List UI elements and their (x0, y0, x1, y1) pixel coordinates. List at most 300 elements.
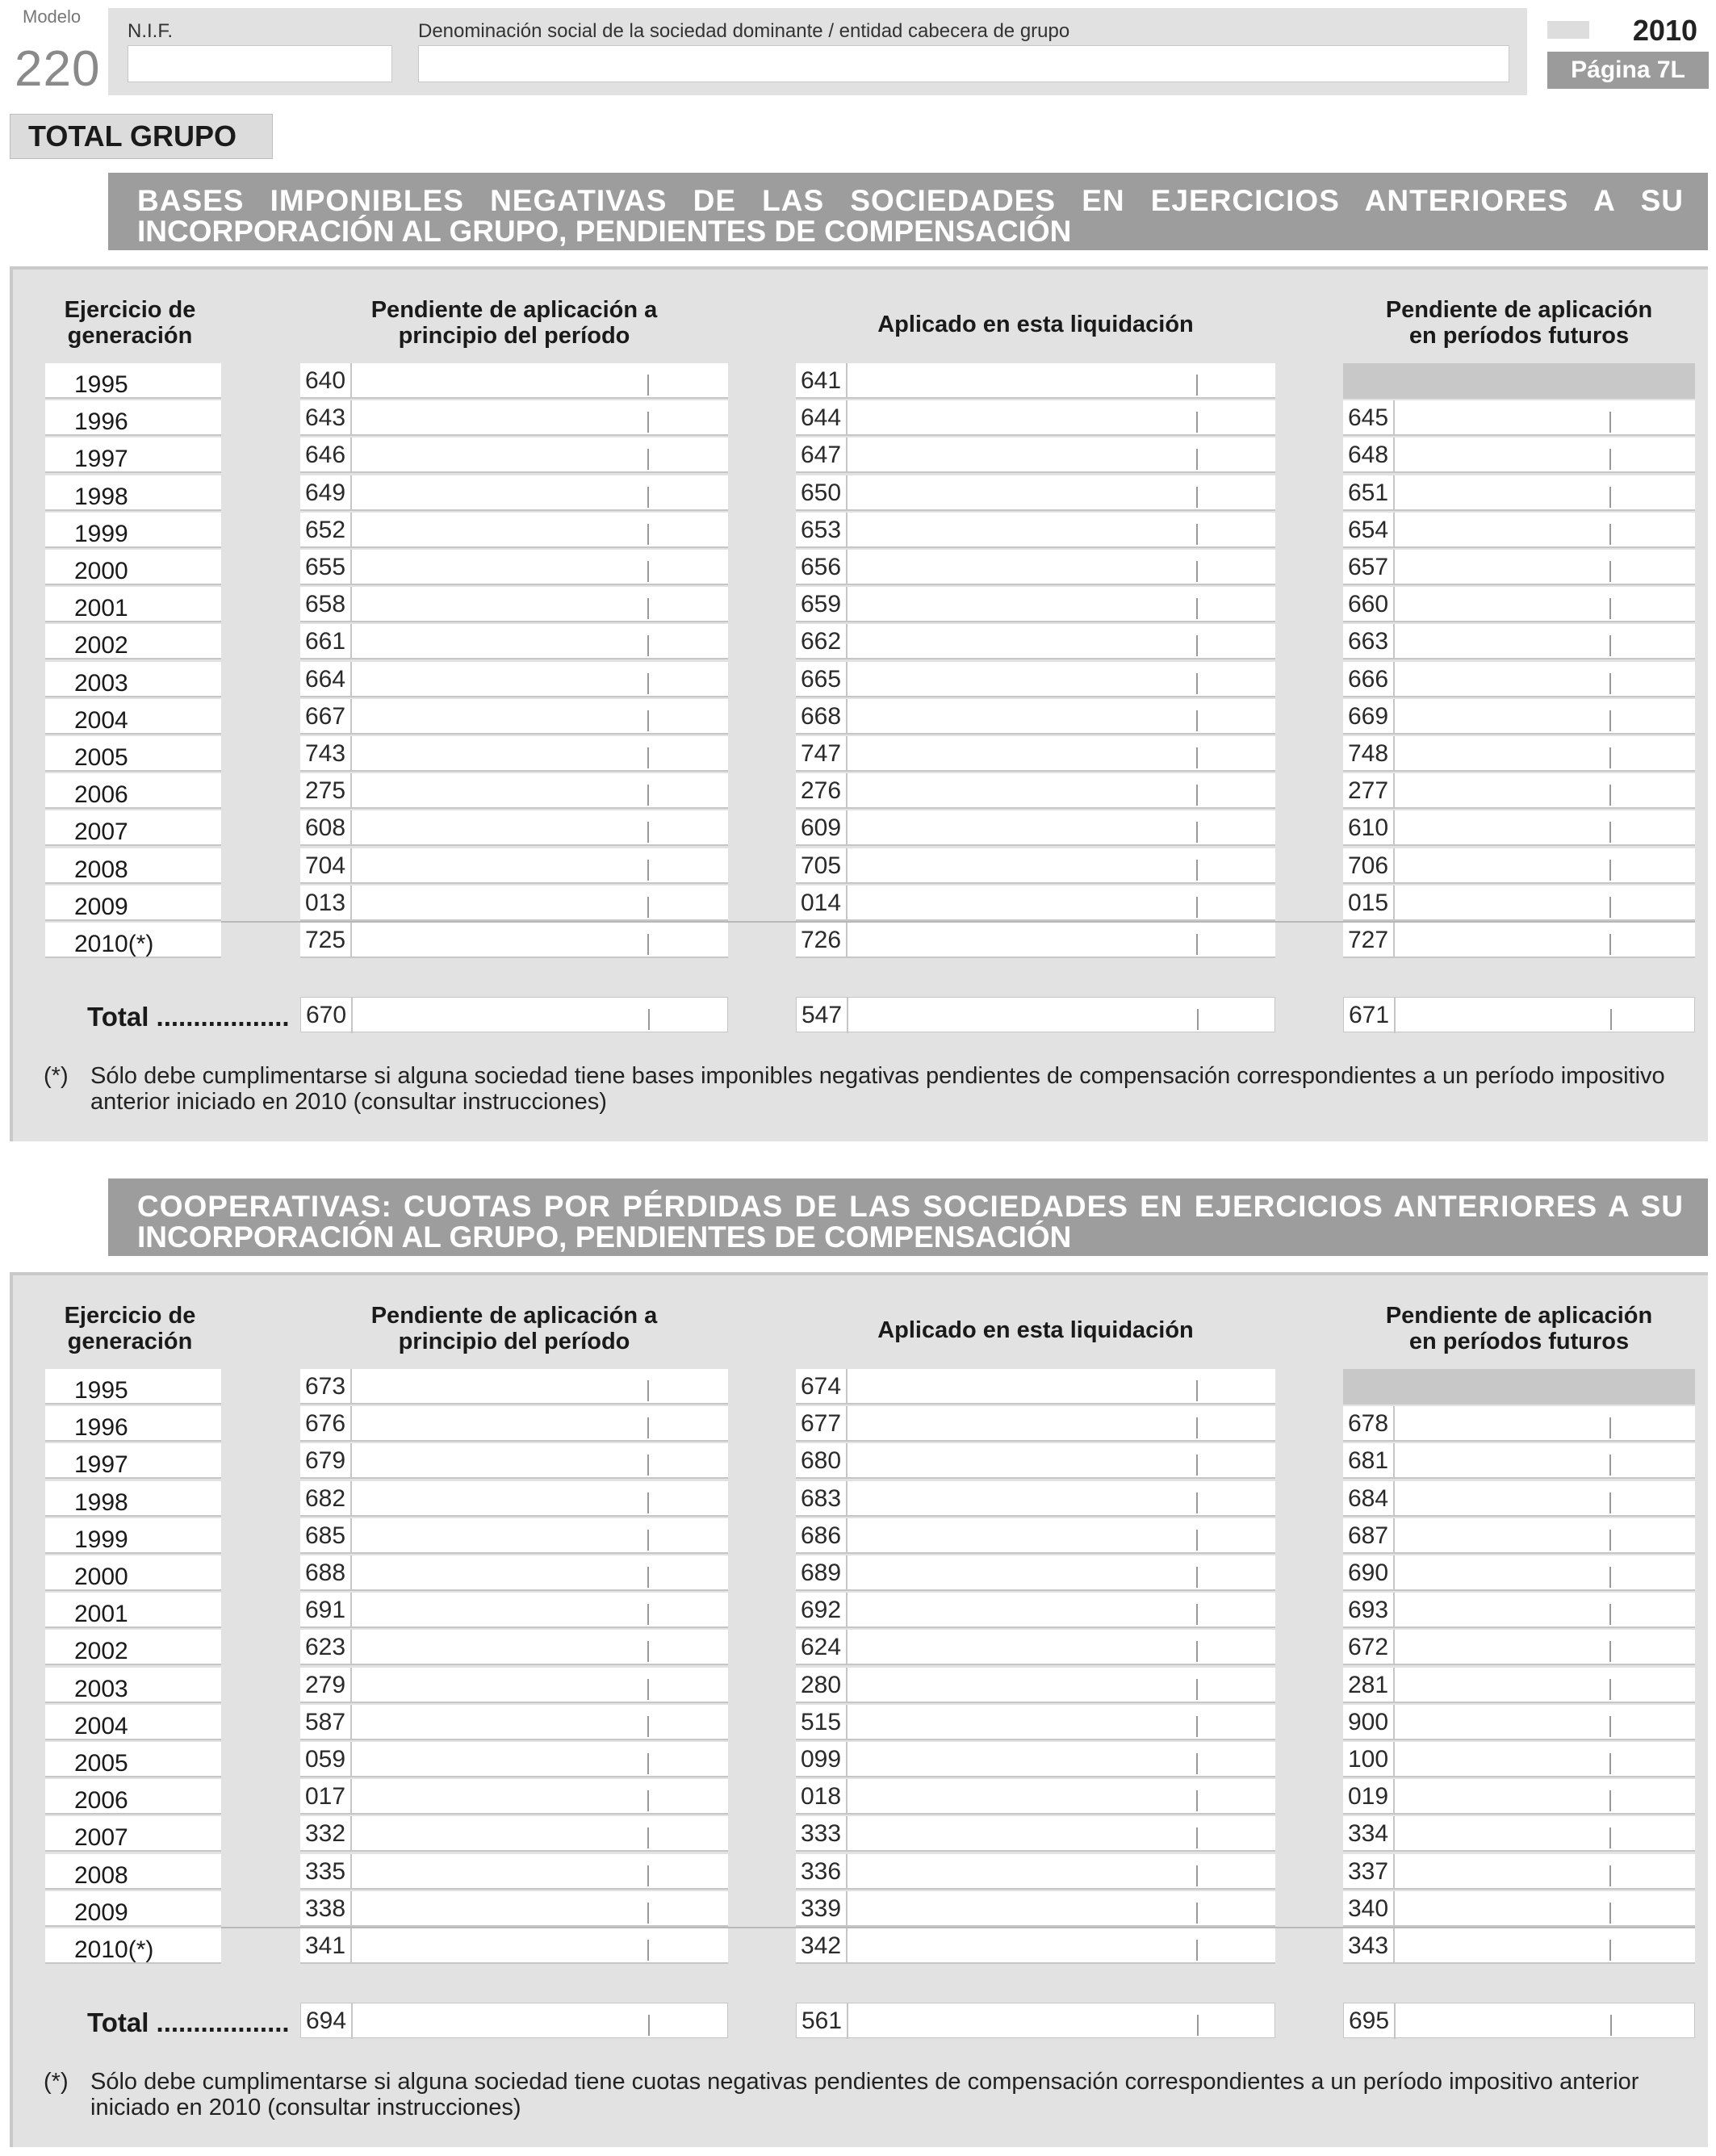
decimal-separator (1196, 1380, 1198, 1401)
box-code: 624 (796, 1630, 848, 1665)
amount-input[interactable] (1343, 1705, 1695, 1740)
amount-input[interactable] (300, 1891, 728, 1927)
decimal-separator (647, 1641, 649, 1662)
decimal-separator (647, 1604, 649, 1625)
amount-input[interactable] (1343, 1742, 1695, 1777)
amount-input[interactable] (300, 1779, 728, 1815)
decimal-separator (1609, 1679, 1611, 1700)
box-code: 587 (300, 1705, 352, 1740)
group-label: TOTAL GRUPO (10, 114, 273, 159)
decimal-separator (1196, 785, 1198, 806)
year-cell: 1996 (45, 400, 221, 436)
amount-input[interactable] (1343, 1481, 1695, 1517)
col-header-line: generación (67, 323, 193, 349)
amount-input[interactable] (796, 587, 1275, 622)
box-code: 705 (796, 848, 848, 884)
decimal-separator (1610, 2015, 1612, 2036)
section-2-panel (10, 1272, 1708, 2147)
decimal-separator (1609, 1492, 1611, 1513)
section-1-title-line2: INCORPORACIÓN AL GRUPO, PENDIENTES DE COMPENSACIÓN (137, 215, 1072, 248)
amount-input[interactable] (796, 363, 1275, 399)
decimal-separator (647, 412, 649, 433)
decimal-separator (647, 598, 649, 619)
box-code: 342 (796, 1928, 848, 1964)
amount-input[interactable] (300, 1630, 728, 1665)
decimal-separator (647, 673, 649, 694)
year-cell: 1999 (45, 513, 221, 548)
decimal-separator (1609, 412, 1611, 433)
amount-input[interactable] (796, 437, 1275, 473)
col-header-line: en períodos futuros (1408, 1329, 1630, 1354)
amount-input[interactable] (300, 1854, 728, 1890)
box-code: 706 (1343, 848, 1395, 884)
year-cell: 2010(*) (45, 1928, 221, 1964)
row-guide-line (221, 1927, 1695, 1928)
denominacion-field[interactable] (418, 45, 1509, 82)
box-code: 650 (796, 475, 848, 511)
decimal-separator (1197, 2015, 1199, 2036)
amount-input[interactable] (300, 1705, 728, 1740)
amount-input[interactable] (1343, 437, 1695, 473)
box-code: 743 (300, 736, 352, 772)
footnote-mark: (*) (44, 1063, 69, 1090)
amount-input[interactable] (1343, 513, 1695, 548)
decimal-separator (1609, 747, 1611, 768)
box-code: 644 (796, 400, 848, 436)
box-code: 726 (796, 923, 848, 958)
decimal-separator (647, 487, 649, 508)
amount-input[interactable] (1343, 400, 1695, 436)
section-1-panel (10, 266, 1708, 1141)
box-code: 673 (300, 1369, 352, 1405)
section-2-title (108, 1178, 1708, 1256)
amount-input[interactable] (796, 1742, 1275, 1777)
decimal-separator (1196, 1716, 1198, 1737)
year-cell: 2004 (45, 1705, 221, 1740)
decimal-separator (1196, 598, 1198, 619)
year-cell: 2003 (45, 1668, 221, 1703)
col-header-ejercicio (29, 297, 231, 349)
blank-cell (1343, 1369, 1695, 1405)
amount-input[interactable] (796, 885, 1275, 921)
amount-input[interactable] (796, 475, 1275, 511)
amount-input[interactable] (796, 1816, 1275, 1852)
box-code: 668 (796, 699, 848, 735)
decimal-separator (647, 524, 649, 545)
amount-input[interactable] (796, 1854, 1275, 1890)
decimal-separator (1196, 524, 1198, 545)
col-header-line: en períodos futuros (1408, 323, 1630, 349)
year-box (1547, 14, 1709, 47)
amount-input[interactable] (300, 1555, 728, 1591)
amount-input[interactable] (796, 736, 1275, 772)
amount-input[interactable] (300, 885, 728, 921)
amount-input[interactable] (796, 1593, 1275, 1628)
total-box-code: 561 (797, 2003, 848, 2039)
box-code: 687 (1343, 1518, 1395, 1554)
amount-input[interactable] (796, 624, 1275, 659)
amount-input[interactable] (300, 1816, 728, 1852)
amount-input[interactable] (1343, 1928, 1695, 1964)
amount-input[interactable] (796, 1481, 1275, 1517)
amount-input[interactable] (796, 1630, 1275, 1665)
box-code: 663 (1343, 624, 1395, 659)
amount-input[interactable] (300, 1742, 728, 1777)
amount-input[interactable] (300, 475, 728, 511)
amount-input[interactable] (796, 550, 1275, 585)
box-code: 339 (796, 1891, 848, 1927)
amount-input[interactable] (1343, 662, 1695, 697)
decimal-separator (647, 1380, 649, 1401)
box-code: 678 (1343, 1406, 1395, 1442)
year-cell: 2003 (45, 662, 221, 697)
box-code: 641 (796, 363, 848, 399)
box-code: 660 (1343, 587, 1395, 622)
decimal-separator (1196, 1417, 1198, 1438)
decimal-separator (647, 635, 649, 656)
decimal-separator (1609, 1865, 1611, 1886)
amount-input[interactable] (796, 699, 1275, 735)
box-code: 281 (1343, 1668, 1395, 1703)
year-cell: 2000 (45, 550, 221, 585)
amount-input[interactable] (1343, 1555, 1695, 1591)
amount-input[interactable] (1343, 773, 1695, 809)
amount-input[interactable] (1343, 1443, 1695, 1479)
col-header-line: Pendiente de aplicación (1385, 1303, 1653, 1329)
amount-input[interactable] (796, 513, 1275, 548)
box-code: 691 (300, 1593, 352, 1628)
decimal-separator (1196, 1604, 1198, 1625)
decimal-separator (1196, 860, 1198, 881)
box-code: 018 (796, 1779, 848, 1815)
box-code: 727 (1343, 923, 1395, 958)
decimal-separator (1609, 635, 1611, 656)
decimal-separator (1609, 1903, 1611, 1924)
total-input[interactable] (796, 2003, 1275, 2038)
year-cell: 2002 (45, 624, 221, 659)
amount-input[interactable] (796, 1443, 1275, 1479)
decimal-separator (647, 1790, 649, 1811)
box-code: 276 (796, 773, 848, 809)
year-cell: 1997 (45, 437, 221, 473)
nif-label: N.I.F. (128, 20, 174, 42)
decimal-separator (1196, 1641, 1198, 1662)
box-code: 651 (1343, 475, 1395, 511)
decimal-separator (1609, 1753, 1611, 1774)
box-code: 662 (796, 624, 848, 659)
section-2-title-line2: INCORPORACIÓN AL GRUPO, PENDIENTES DE COMPENSACIÓN (137, 1220, 1072, 1254)
decimal-separator (1196, 822, 1198, 843)
box-code: 672 (1343, 1630, 1395, 1665)
box-code: 275 (300, 773, 352, 809)
box-code: 684 (1343, 1481, 1395, 1517)
box-code: 690 (1343, 1555, 1395, 1591)
box-code: 654 (1343, 513, 1395, 548)
amount-input[interactable] (300, 513, 728, 548)
amount-input[interactable] (1343, 1816, 1695, 1852)
amount-input[interactable] (796, 662, 1275, 697)
amount-input[interactable] (300, 773, 728, 809)
decimal-separator (1609, 449, 1611, 470)
box-code: 643 (300, 400, 352, 436)
amount-input[interactable] (300, 1406, 728, 1442)
box-code: 667 (300, 699, 352, 735)
box-code: 279 (300, 1668, 352, 1703)
year-cell: 2001 (45, 1593, 221, 1628)
year-cell: 2000 (45, 1555, 221, 1591)
amount-input[interactable] (796, 1518, 1275, 1554)
box-code: 685 (300, 1518, 352, 1554)
box-code: 341 (300, 1928, 352, 1964)
year-cell: 2006 (45, 773, 221, 809)
decimal-separator (648, 2015, 650, 2036)
col-header-line: Aplicado en esta liquidación (877, 312, 1194, 337)
col-header-line: Pendiente de aplicación a (370, 297, 658, 323)
amount-input[interactable] (300, 1668, 728, 1703)
box-code: 013 (300, 885, 352, 921)
box-code: 688 (300, 1555, 352, 1591)
footnote-mark: (*) (44, 2069, 69, 2095)
box-code: 609 (796, 810, 848, 846)
amount-input[interactable] (1343, 624, 1695, 659)
box-code: 515 (796, 1705, 848, 1740)
total-input[interactable] (300, 2003, 728, 2038)
year-cell: 2009 (45, 1891, 221, 1927)
decimal-separator (647, 897, 649, 918)
box-code: 019 (1343, 1779, 1395, 1815)
decimal-separator (1196, 1530, 1198, 1551)
amount-input[interactable] (1343, 587, 1695, 622)
amount-input[interactable] (300, 437, 728, 473)
amount-input[interactable] (796, 1705, 1275, 1740)
amount-input[interactable] (796, 1779, 1275, 1815)
decimal-separator (1609, 822, 1611, 843)
amount-input[interactable] (796, 773, 1275, 809)
box-code: 704 (300, 848, 352, 884)
amount-input[interactable] (796, 1406, 1275, 1442)
amount-input[interactable] (1343, 475, 1695, 511)
decimal-separator (1196, 375, 1198, 396)
amount-input[interactable] (796, 923, 1275, 958)
amount-input[interactable] (1343, 885, 1695, 921)
decimal-separator (647, 1903, 649, 1924)
box-code: 676 (300, 1406, 352, 1442)
footnote-text: Sólo debe cumplimentarse si alguna sociedad tiene bases imponibles negativas pendientes de compensación correspondientes a un período impositivo anterior iniciado en 2010 (consultar instrucciones) (90, 1063, 1665, 1116)
box-code: 686 (796, 1518, 848, 1554)
box-code: 661 (300, 624, 352, 659)
box-code: 014 (796, 885, 848, 921)
amount-input[interactable] (796, 1891, 1275, 1927)
col-header-pendiente-futuros (1343, 297, 1695, 349)
box-code: 683 (796, 1481, 848, 1517)
decimal-separator (1609, 1790, 1611, 1811)
amount-input[interactable] (796, 1555, 1275, 1591)
amount-input[interactable] (300, 1593, 728, 1628)
box-code: 100 (1343, 1742, 1395, 1777)
amount-input[interactable] (300, 363, 728, 399)
amount-input[interactable] (300, 923, 728, 958)
decimal-separator (1196, 561, 1198, 582)
section-1-title-line1: BASES IMPONIBLES NEGATIVAS DE LAS SOCIEDADES EN EJERCICIOS ANTERIORES A SU (137, 184, 1684, 217)
header-panel (108, 8, 1527, 95)
box-code: 332 (300, 1816, 352, 1852)
box-code: 099 (796, 1742, 848, 1777)
box-code: 682 (300, 1481, 352, 1517)
box-code: 656 (796, 550, 848, 585)
box-code: 680 (796, 1443, 848, 1479)
year-cell: 2005 (45, 1742, 221, 1777)
decimal-separator (1196, 1903, 1198, 1924)
decimal-separator (1609, 1716, 1611, 1737)
amount-input[interactable] (796, 400, 1275, 436)
col-header-line: Pendiente de aplicación (1385, 297, 1653, 323)
decimal-separator (647, 375, 649, 396)
amount-input[interactable] (1343, 1854, 1695, 1890)
amount-input[interactable] (300, 699, 728, 735)
box-code: 648 (1343, 437, 1395, 473)
box-code: 692 (796, 1593, 848, 1628)
amount-input[interactable] (1343, 699, 1695, 735)
amount-input[interactable] (1343, 1891, 1695, 1927)
box-code: 747 (796, 736, 848, 772)
box-code: 280 (796, 1668, 848, 1703)
amount-input[interactable] (1343, 1518, 1695, 1554)
year-cell: 2010(*) (45, 923, 221, 958)
amount-input[interactable] (300, 662, 728, 697)
total-input[interactable] (1343, 2003, 1695, 2038)
year-cell: 2007 (45, 810, 221, 846)
decimal-separator (647, 1716, 649, 1737)
amount-input[interactable] (300, 1518, 728, 1554)
amount-input[interactable] (1343, 550, 1695, 585)
year-cell: 1998 (45, 1481, 221, 1517)
box-code: 640 (300, 363, 352, 399)
amount-input[interactable] (300, 1443, 728, 1479)
amount-input[interactable] (300, 810, 728, 846)
amount-input[interactable] (1343, 736, 1695, 772)
decimal-separator (1196, 1492, 1198, 1513)
total-box-code: 694 (301, 2003, 353, 2039)
box-code: 748 (1343, 736, 1395, 772)
col-header-line: principio del período (398, 1329, 630, 1354)
box-code: 334 (1343, 1816, 1395, 1852)
box-code: 655 (300, 550, 352, 585)
amount-input[interactable] (796, 810, 1275, 846)
amount-input[interactable] (300, 848, 728, 884)
box-code: 681 (1343, 1443, 1395, 1479)
decimal-separator (1609, 598, 1611, 619)
amount-input[interactable] (1343, 848, 1695, 884)
section-1-title (108, 173, 1708, 250)
decimal-separator (1196, 1827, 1198, 1848)
amount-input[interactable] (1343, 1668, 1695, 1703)
amount-input[interactable] (1343, 1593, 1695, 1628)
amount-input[interactable] (300, 1928, 728, 1964)
box-code: 333 (796, 1816, 848, 1852)
box-code: 647 (796, 437, 848, 473)
amount-input[interactable] (1343, 1630, 1695, 1665)
box-code: 646 (300, 437, 352, 473)
box-code: 900 (1343, 1705, 1395, 1740)
year-cell: 2001 (45, 587, 221, 622)
decimal-separator (1609, 1827, 1611, 1848)
amount-input[interactable] (796, 848, 1275, 884)
amount-input[interactable] (1343, 810, 1695, 846)
year-cell: 2006 (45, 1779, 221, 1815)
box-code: 669 (1343, 699, 1395, 735)
box-code: 653 (796, 513, 848, 548)
decimal-separator (1609, 673, 1611, 694)
col-header-pendiente-inicio (300, 1303, 728, 1354)
col-header-line: principio del período (398, 323, 630, 349)
amount-input[interactable] (300, 624, 728, 659)
decimal-separator (647, 449, 649, 470)
decimal-separator (1196, 747, 1198, 768)
nif-field[interactable] (128, 45, 392, 82)
decimal-separator (1609, 1604, 1611, 1625)
total-label: Total .................. (87, 2007, 290, 2038)
col-header-line: Ejercicio de (64, 297, 196, 323)
col-header-line: Ejercicio de (64, 1303, 196, 1329)
amount-input[interactable] (796, 1928, 1275, 1964)
decimal-separator (647, 710, 649, 731)
amount-input[interactable] (300, 1369, 728, 1405)
decimal-separator (1196, 449, 1198, 470)
year-cell: 2005 (45, 736, 221, 772)
decimal-separator (1609, 487, 1611, 508)
amount-input[interactable] (1343, 1779, 1695, 1815)
box-code: 059 (300, 1742, 352, 1777)
box-code: 666 (1343, 662, 1395, 697)
box-code: 665 (796, 662, 848, 697)
decimal-separator (1609, 524, 1611, 545)
box-code: 340 (1343, 1891, 1395, 1927)
total-label: Total .................. (87, 1002, 290, 1032)
box-code: 608 (300, 810, 352, 846)
form-year: 2010 (1632, 14, 1697, 47)
amount-input[interactable] (300, 1481, 728, 1517)
amount-input[interactable] (796, 1369, 1275, 1405)
year-cell: 1995 (45, 1369, 221, 1405)
amount-input[interactable] (796, 1668, 1275, 1703)
decimal-separator (1609, 1567, 1611, 1588)
decimal-separator (647, 1679, 649, 1700)
decimal-separator (1196, 1940, 1198, 1961)
section-2-title-line1: COOPERATIVAS: CUOTAS POR PÉRDIDAS DE LAS SOCIEDADES EN EJERCICIOS ANTERIORES A SU (137, 1190, 1684, 1223)
total-box-code: 671 (1344, 998, 1396, 1033)
year-cell: 1998 (45, 475, 221, 511)
year-cell: 1996 (45, 1406, 221, 1442)
amount-input[interactable] (300, 587, 728, 622)
col-header-aplicado (796, 312, 1275, 337)
modelo-label: Modelo (23, 6, 82, 27)
box-code: 659 (796, 587, 848, 622)
col-header-aplicado (796, 1317, 1275, 1343)
amount-input[interactable] (300, 550, 728, 585)
decimal-separator (647, 1827, 649, 1848)
decimal-separator (1197, 1009, 1199, 1030)
total-input[interactable] (796, 997, 1275, 1032)
box-code: 610 (1343, 810, 1395, 846)
decimal-separator (647, 860, 649, 881)
year-cell: 1995 (45, 363, 221, 399)
amount-input[interactable] (300, 400, 728, 436)
amount-input[interactable] (1343, 1406, 1695, 1442)
amount-input[interactable] (1343, 923, 1695, 958)
total-input[interactable] (300, 997, 728, 1032)
total-input[interactable] (1343, 997, 1695, 1032)
amount-input[interactable] (300, 736, 728, 772)
